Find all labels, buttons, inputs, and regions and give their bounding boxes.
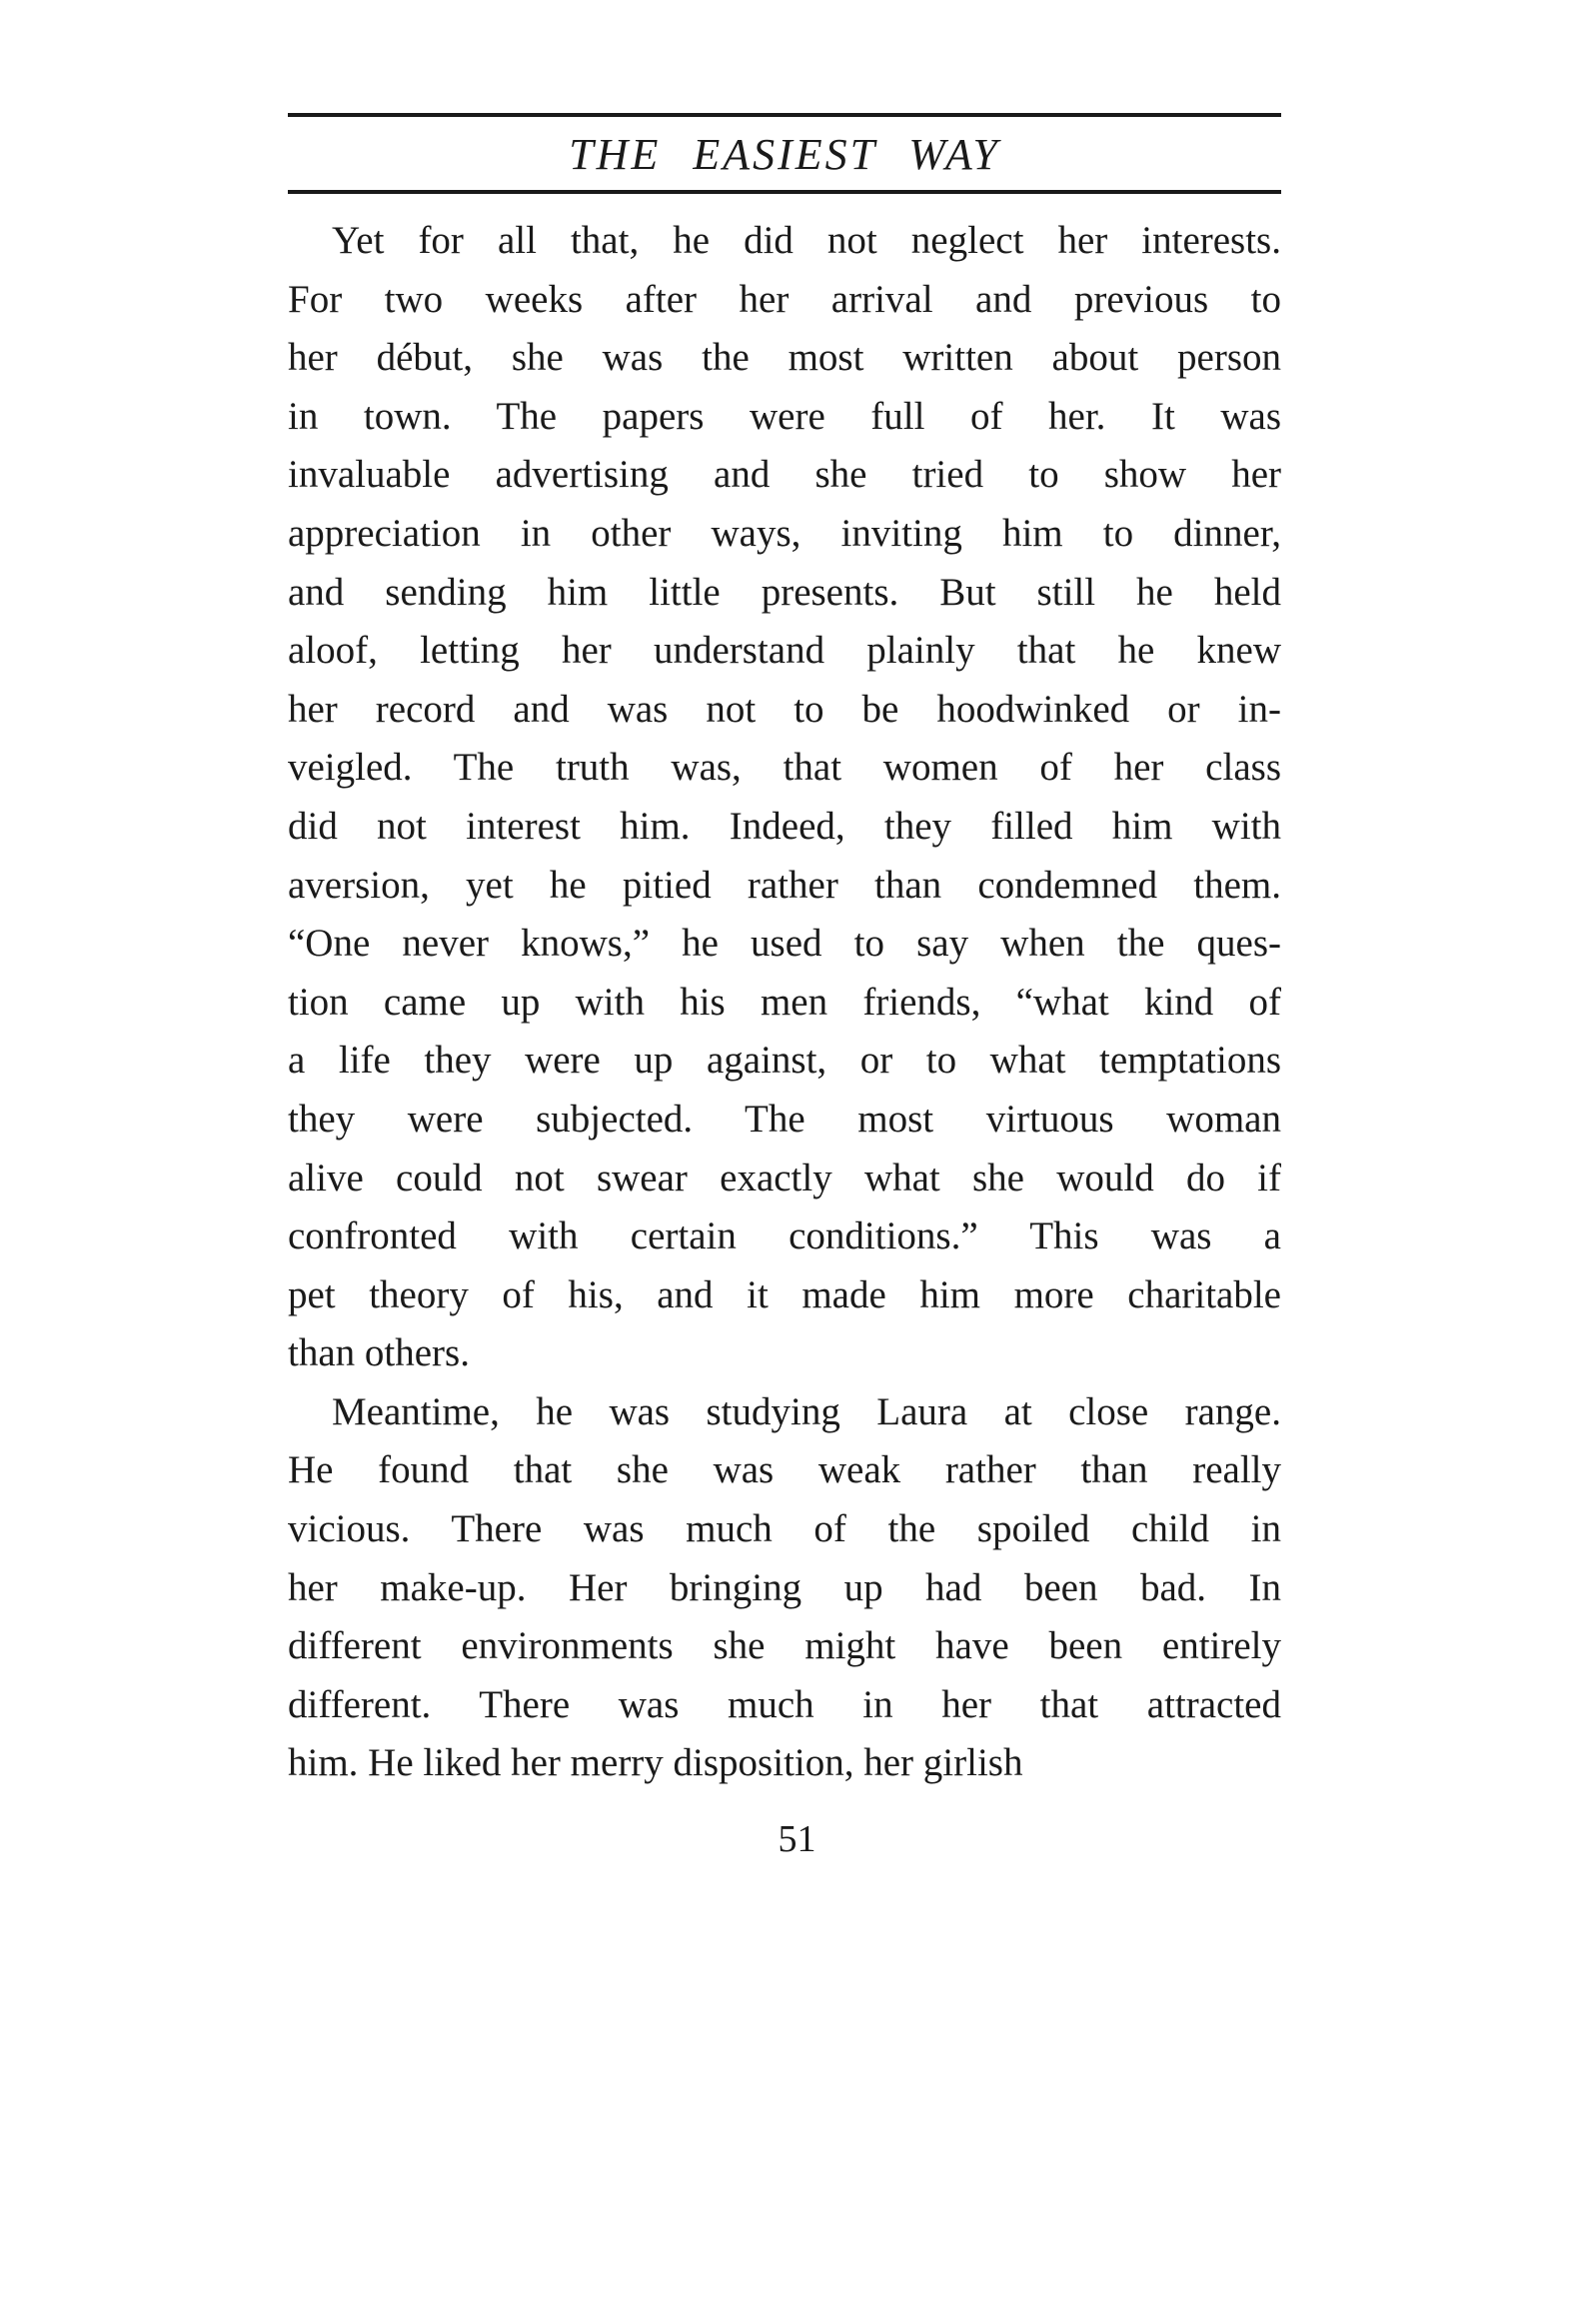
text-line: aloof, letting her understand plainly that he knew xyxy=(288,629,1281,673)
text-line: Meantime, he was studying Laura at close range. xyxy=(332,1389,1281,1433)
running-title: THE EASIEST WAY xyxy=(569,130,1000,179)
text-line: tion came up with his men friends, “what kind of xyxy=(288,980,1281,1024)
text-line: a life they were up against, or to what temptations xyxy=(288,1039,1281,1083)
text-line: confronted with certain conditions.” This was a xyxy=(288,1214,1281,1258)
text-line: her début, she was the most written about person xyxy=(288,336,1281,380)
page-body-text xyxy=(288,212,1281,1793)
text-line: in town. The papers were full of her. It was xyxy=(288,394,1281,438)
text-line: and sending him little presents. But still he held xyxy=(288,570,1281,614)
header-bottom-rule xyxy=(288,190,1281,194)
text-line: him. He liked her merry disposition, her girlish xyxy=(288,1741,1023,1785)
text-line: they were subjected. The most virtuous woman xyxy=(288,1097,1281,1141)
text-line: different. There was much in her that attracted xyxy=(288,1682,1281,1726)
header-top-rule xyxy=(288,113,1281,117)
text-line: alive could not swear exactly what she would do if xyxy=(288,1156,1281,1199)
text-line: For two weeks after her arrival and previous to xyxy=(288,277,1281,321)
text-line: veigled. The truth was, that women of her class xyxy=(288,746,1281,790)
text-line: aversion, yet he pitied rather than condemned them. xyxy=(288,863,1281,907)
text-line: appreciation in other ways, inviting him to dinner, xyxy=(288,511,1281,555)
text-line: different environments she might have been entirely xyxy=(288,1624,1281,1668)
text-line: her make-up. Her bringing up had been bad. In xyxy=(288,1565,1281,1609)
text-line: her record and was not to be hoodwinked or in- xyxy=(288,687,1281,731)
page-number: 51 xyxy=(778,1818,816,1860)
text-line: vicious. There was much of the spoiled child in xyxy=(288,1507,1281,1551)
text-line: than others. xyxy=(288,1331,470,1375)
text-line: Yet for all that, he did not neglect her interests. xyxy=(332,219,1281,262)
text-line: “One never knows,” he used to say when the ques- xyxy=(288,922,1281,966)
text-line: did not interest him. Indeed, they filled him with xyxy=(288,804,1281,848)
text-line: He found that she was weak rather than really xyxy=(288,1448,1281,1492)
text-line: pet theory of his, and it made him more charitable xyxy=(288,1272,1281,1316)
text-line: invaluable advertising and she tried to show her xyxy=(288,453,1281,497)
